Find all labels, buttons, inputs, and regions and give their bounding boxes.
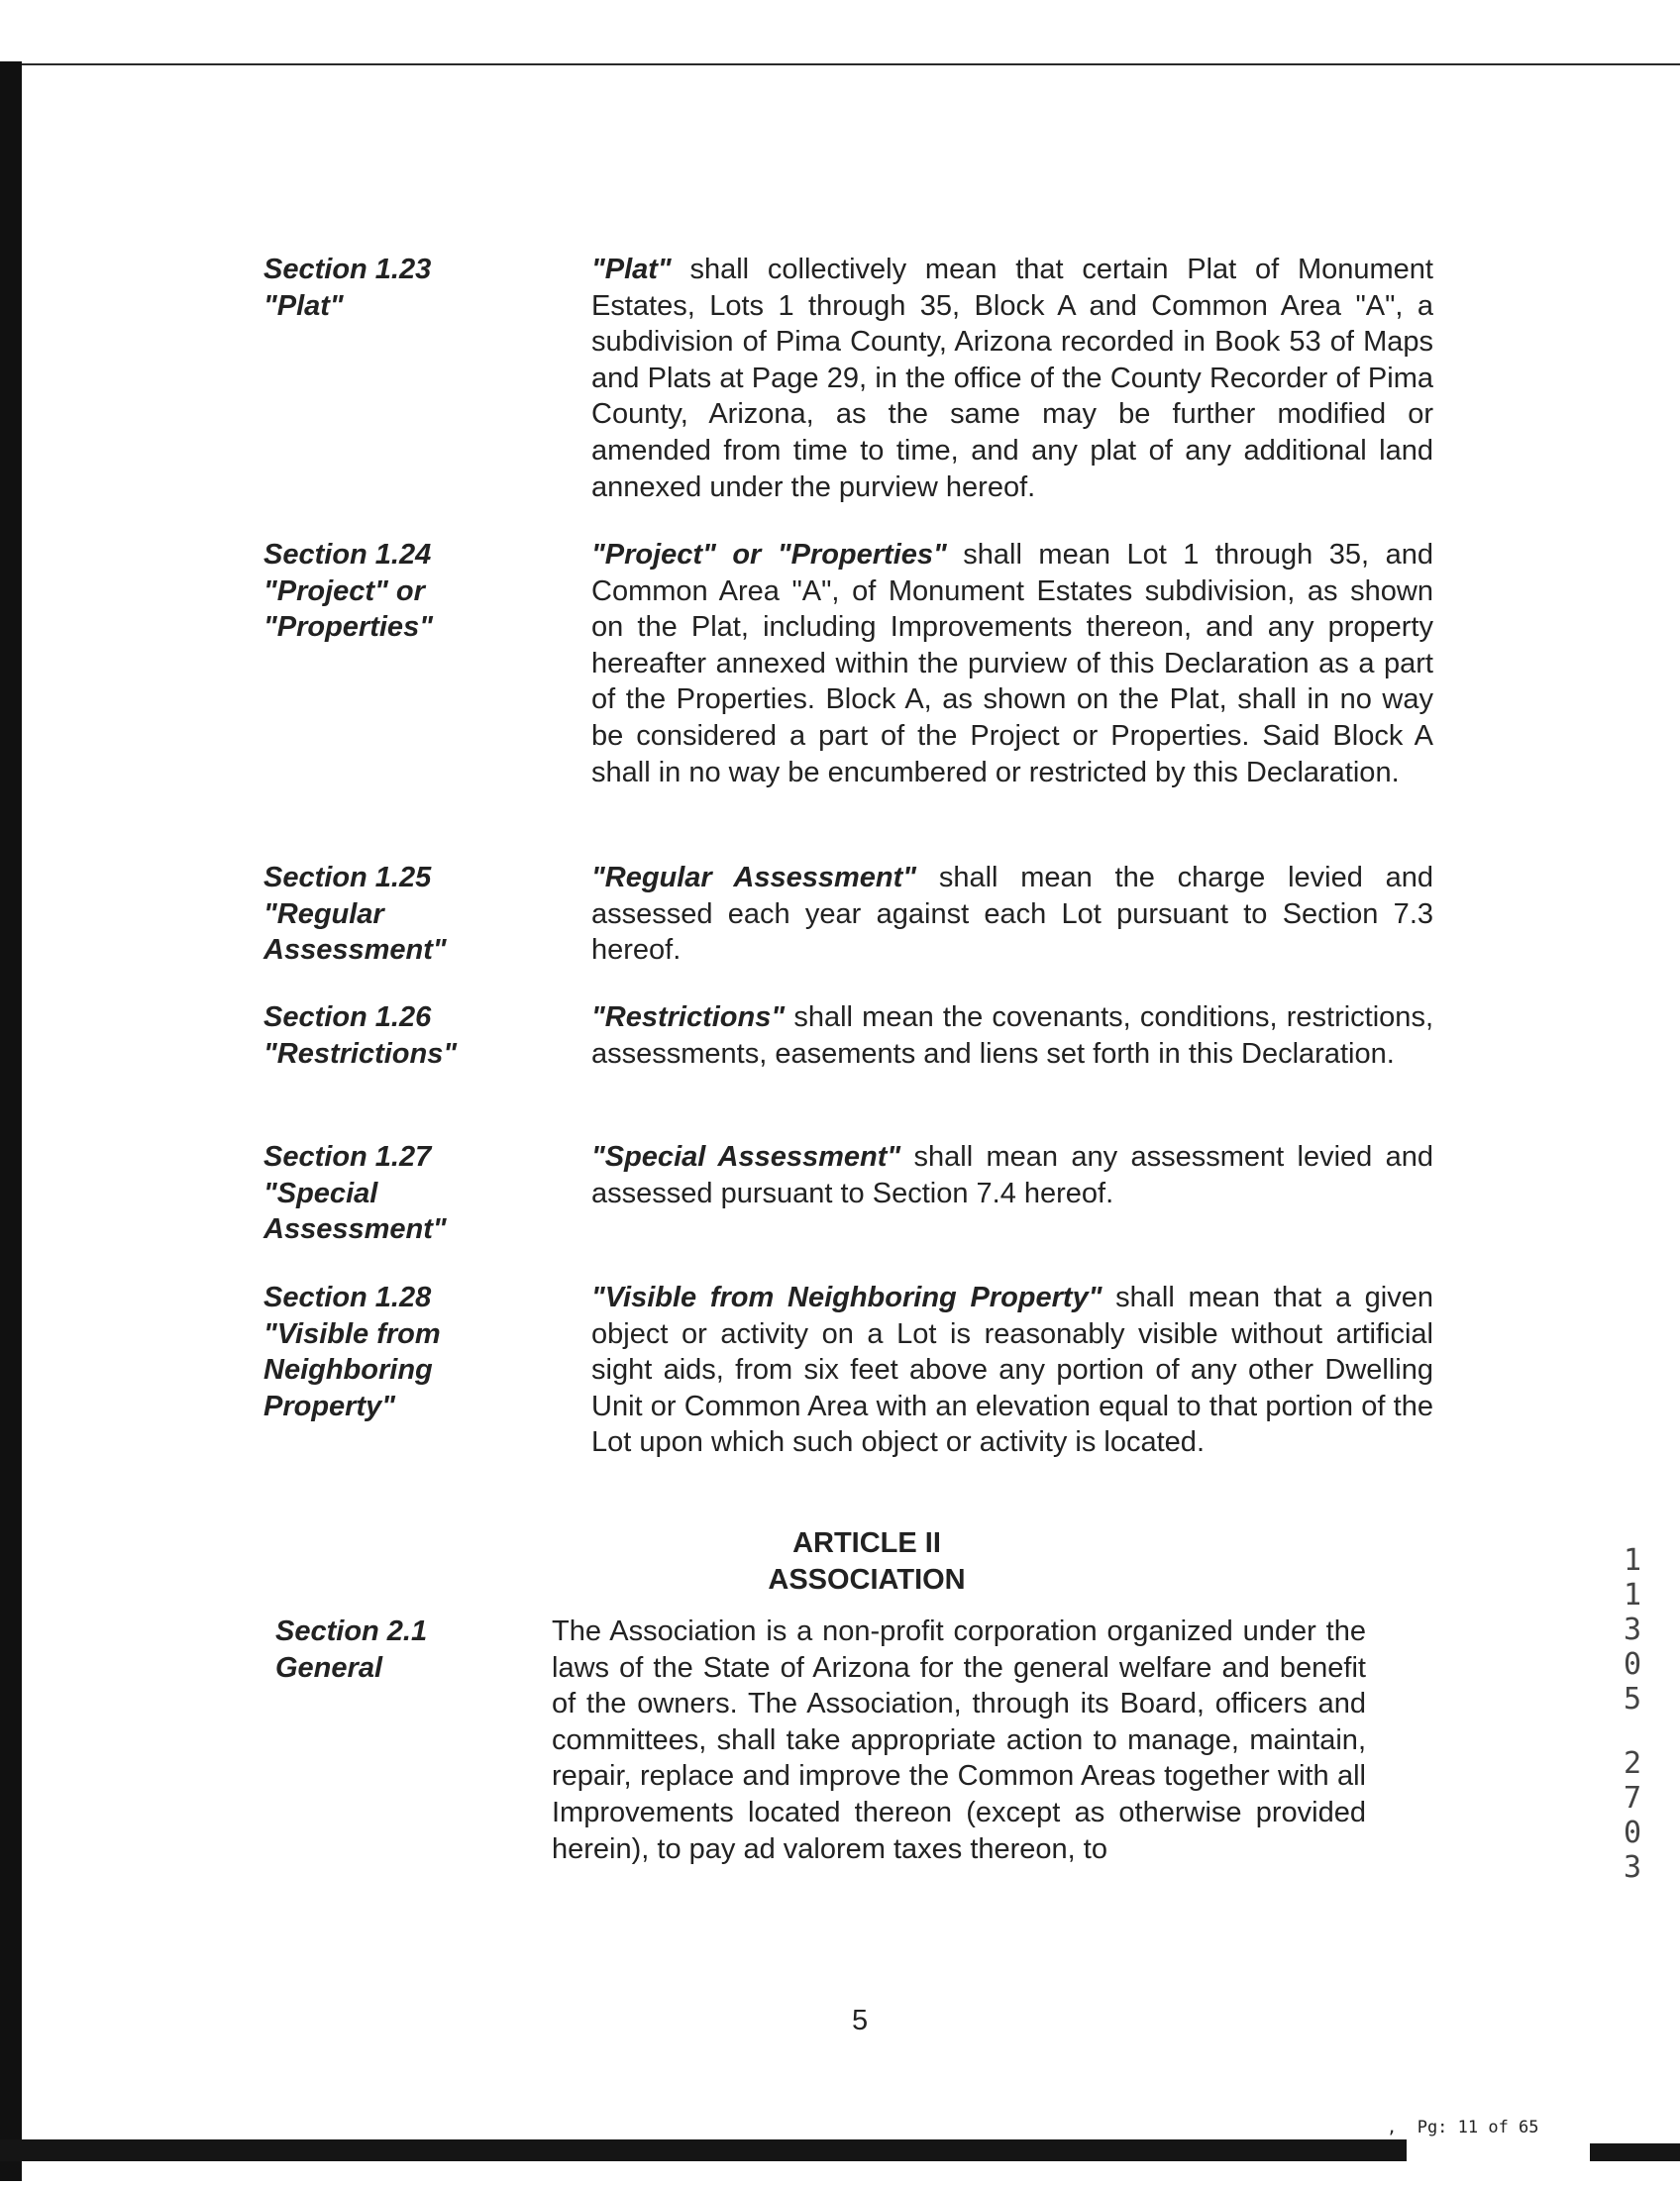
section-label xyxy=(263,1139,501,1248)
footer-page-stamp: , Pg: 11 of 65 xyxy=(1387,2118,1539,2137)
stamp-digit: 2 xyxy=(1623,1746,1642,1781)
stamp-digit: 3 xyxy=(1623,1613,1642,1647)
section-label xyxy=(263,252,501,324)
section-label-line: Assessment" xyxy=(263,1213,447,1246)
definition-text: shall mean Lot 1 through 35, and Common Area "A", of Monument Estates subdivision, as shown on the Plat, including Improvements thereon, and any property hereafter annexed within the purview of this Declaration as a part of the Properties. Block A, as shown on the Plat, shall in no way be considered a part of the Project or Properties. Said Block A shall in no way be encumbered or restricted by this Declaration. xyxy=(591,539,1433,788)
section-label xyxy=(263,860,501,969)
stamp-gap xyxy=(1613,1717,1652,1746)
section-label-line: Section 1.24 xyxy=(263,539,432,571)
scan-bottom-border-right xyxy=(1590,2143,1680,2161)
page-number: 5 xyxy=(852,2005,869,2036)
scan-left-border xyxy=(0,61,22,2181)
section-label xyxy=(263,537,501,646)
stamp-digit: 3 xyxy=(1623,1850,1642,1885)
section-body xyxy=(591,252,1433,505)
section-label-line: "Plat" xyxy=(263,289,344,322)
scan-bottom-border xyxy=(0,2139,1407,2161)
stamp-digit: 0 xyxy=(1623,1816,1642,1850)
definition-text: shall mean that a given object or activity on a Lot is reasonably visible without artificial sight aids, from six feet above any portion of any other Dwelling Unit or Common Area with an elevation equal to that portion of the Lot upon which such object or activity is located. xyxy=(591,1282,1433,1459)
side-recording-stamp xyxy=(1613,1543,1652,1885)
section-label-line: Neighboring xyxy=(263,1354,433,1387)
defined-term: "Plat" xyxy=(591,254,672,285)
section-body xyxy=(591,1139,1433,1211)
stamp-digit: 1 xyxy=(1623,1543,1642,1578)
scan-top-border xyxy=(22,63,1680,65)
defined-term: "Project" or "Properties" xyxy=(591,539,947,571)
section-body xyxy=(591,999,1433,1072)
stamp-digit: 0 xyxy=(1623,1647,1642,1682)
section-body xyxy=(591,1280,1433,1461)
article-number: ARTICLE II xyxy=(792,1527,941,1559)
definition-text: shall mean the charge levied and assessed each year against each Lot pursuant to Section 7.3 hereof. xyxy=(591,862,1434,967)
section-label-line: Property" xyxy=(263,1390,396,1422)
section-body xyxy=(591,537,1433,790)
section-label-line: Section 1.25 xyxy=(263,862,432,893)
section-label-line: Section 1.27 xyxy=(263,1141,432,1173)
defined-term: "Special Assessment" xyxy=(591,1141,901,1173)
section-label-line: "Regular xyxy=(263,897,384,930)
section-label-line: Section 1.28 xyxy=(263,1282,432,1313)
article-title: ASSOCIATION xyxy=(768,1564,966,1596)
definition-text: shall collectively mean that certain Plat of Monument Estates, Lots 1 through 35, Block A and Common Area "A", a subdivision of Pima County, Arizona recorded in Book 53 of Maps and Plats at Page 29, in the office of the County Recorder of Pima County, Arizona, as the same may be further modified or amended from time to time, and any plat of any additional land annexed under the purview hereof. xyxy=(591,254,1433,503)
stamp-digit: 5 xyxy=(1623,1682,1642,1717)
defined-term: "Restrictions" xyxy=(591,1001,786,1033)
section-label-line: "Project" or xyxy=(263,574,425,607)
stamp-digit: 7 xyxy=(1623,1781,1642,1816)
section-2-1-label-line: Section 2.1 xyxy=(275,1615,428,1647)
defined-term: "Visible from Neighboring Property" xyxy=(591,1282,1102,1313)
defined-term: "Regular Assessment" xyxy=(591,862,917,893)
section-2-1-label-line: General xyxy=(275,1651,382,1684)
section-label-line: "Properties" xyxy=(263,611,433,644)
section-2-1-body: The Association is a non-profit corporation organized under the laws of the State of Arizona for the general welfare and benefit of the owners. The Association, through its Board, officers and committees, shall take appropriate action to manage, maintain, repair, replace and improve the Common Areas together with all Improvements located thereon (except as otherwise provided herein), to pay ad valorem taxes thereon, to xyxy=(552,1615,1366,1865)
section-label-line: Assessment" xyxy=(263,934,447,967)
section-label-line: Section 1.23 xyxy=(263,254,432,285)
article-heading xyxy=(634,1525,1100,1599)
section-body xyxy=(591,860,1433,969)
section-label xyxy=(263,1280,501,1424)
stamp-digit: 1 xyxy=(1623,1578,1642,1613)
section-label-line: Section 1.26 xyxy=(263,1001,432,1033)
section-label-line: "Restrictions" xyxy=(263,1037,458,1070)
definition-text: shall mean any assessment levied and assessed pursuant to Section 7.4 hereof. xyxy=(591,1141,1433,1209)
definition-text: shall mean the covenants, conditions, restrictions, assessments, easements and liens set forth in this Declaration. xyxy=(591,1001,1433,1070)
section-label xyxy=(263,999,501,1072)
section-label-line: "Special xyxy=(263,1177,378,1209)
section-label-line: "Visible from xyxy=(263,1317,441,1350)
section-2-1-label xyxy=(275,1614,513,1686)
